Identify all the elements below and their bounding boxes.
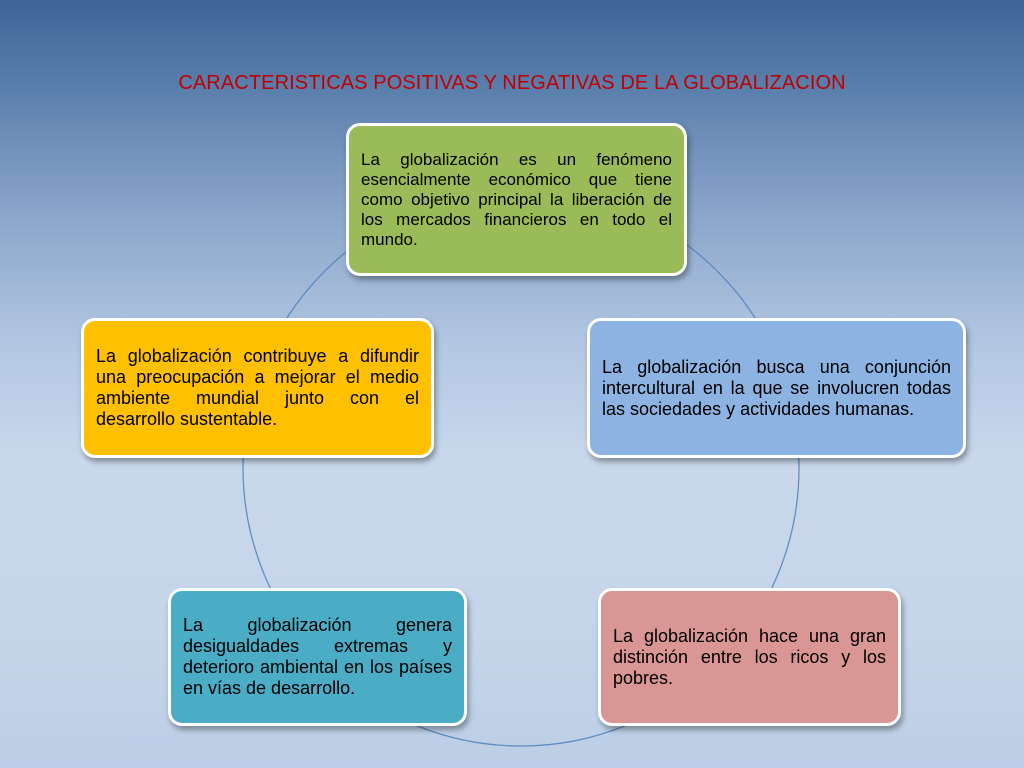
cycle-box-text: La globalización genera desigualdades extremas y deterioro ambiental en los países en vías de desarrollo.: [183, 615, 452, 698]
cycle-box-economic: [346, 123, 687, 276]
cycle-box-inequality-rich-poor: [598, 588, 901, 726]
cycle-box-text: La globalización contribuye a difundir una preocupación a mejorar el medio ambiente mundial junto con el desarrollo sustentable.: [96, 346, 419, 429]
cycle-box-text: La globalización es un fenómeno esencialmente económico que tiene como objetivo principal la liberación de los mercados financieros en todo el mundo.: [361, 149, 672, 249]
cycle-box-developing-countries: [168, 588, 467, 726]
slide-title: CARACTERISTICAS POSITIVAS Y NEGATIVAS DE LA GLOBALIZACION: [178, 72, 846, 94]
cycle-box-intercultural: [587, 318, 966, 458]
cycle-box-text: La globalización hace una gran distinción entre los ricos y los pobres.: [613, 625, 886, 688]
cycle-box-environment: [81, 318, 434, 458]
cycle-box-text: La globalización busca una conjunción intercultural en la que se involucren todas las sociedades y actividades humanas.: [602, 356, 951, 419]
